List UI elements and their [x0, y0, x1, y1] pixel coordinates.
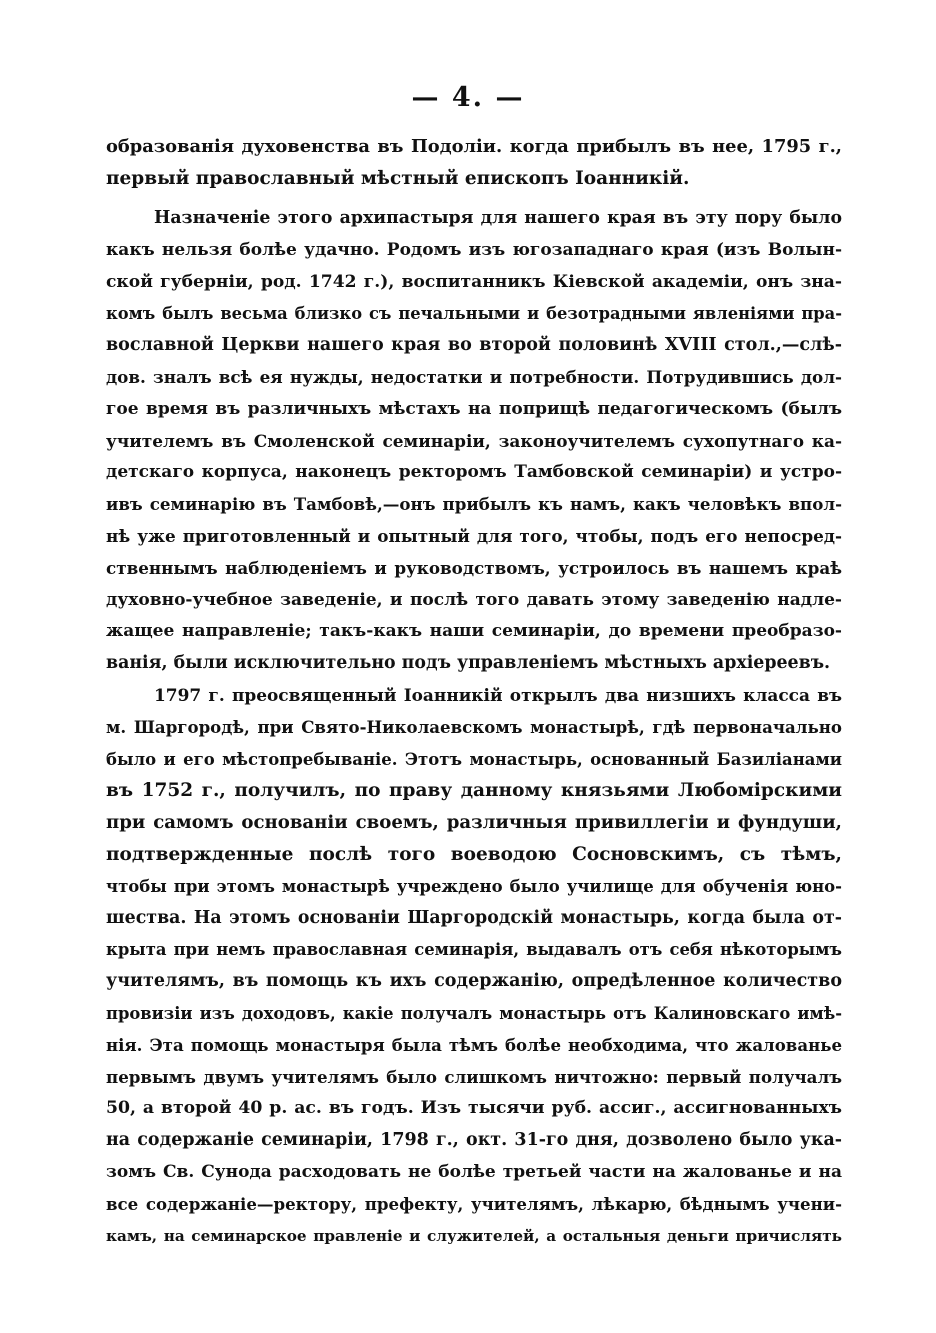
- text-line: вославной Церкви нашего края во второй половинѣ XVIII стол.,—слѣ-: [106, 335, 842, 356]
- text-line: образованія духовенства въ Подоліи. когда прибылъ въ нее, 1795 г.,: [106, 136, 842, 157]
- text-line: нѣ уже приготовленный и опытный для того, чтобы, подъ его непосред-: [106, 525, 842, 546]
- text-line: духовно-учебное заведеніе, и послѣ того давать этому заведенію надле-: [106, 589, 842, 610]
- text-line: въ 1752 г., получилъ, по праву данному князьями Любомірскими: [106, 780, 842, 802]
- text-line: м. Шаргородѣ, при Свято-Николаевскомъ монастырѣ, гдѣ первоначально: [106, 716, 842, 737]
- paragraph-1: [106, 131, 842, 195]
- text-line: учителемъ въ Смоленской семинаріи, законоучителемъ сухопутнаго ка-: [106, 430, 842, 451]
- text-line: камъ, на семинарское правленіе и служителей, а остальныя деньги причислять: [106, 1226, 842, 1245]
- text-line: на содержаніе семинаріи, 1798 г., окт. 31-го дня, дозволено было ука-: [106, 1130, 842, 1151]
- text-line: жащее направленіе; такъ-какъ наши семинаріи, до времени преобразо-: [106, 621, 842, 642]
- text-line: при самомъ основаніи своемъ, различныя привиллегіи и фундуши,: [106, 812, 842, 834]
- text-line: зомъ Св. Сунода расходовать не болѣе третьей части на жалованье и на: [106, 1161, 842, 1182]
- text-line: шества. На этомъ основаніи Шаргородскій монастырь, когда была от-: [106, 907, 842, 928]
- text-line: какъ нельзя болѣе удачно. Родомъ изъ югозападнаго края (изъ Волын-: [106, 239, 842, 260]
- text-line: ванія, были исключительно подъ управленіемъ мѣстныхъ архіереевъ.: [106, 653, 831, 674]
- text-line: дов. зналъ всѣ ея нужды, недостатки и потребности. Потрудившись дол-: [106, 366, 842, 387]
- page-number: — 4. —: [411, 82, 525, 113]
- text-line: крыта при немъ православная семинарія, выдавалъ отъ себя нѣкоторымъ: [106, 940, 842, 960]
- paragraph-2: [106, 203, 842, 680]
- text-line: нія. Эта помощь монастыря была тѣмъ болѣе необходима, что жалованье: [106, 1034, 842, 1055]
- text-line: ской губерніи, род. 1742 г.), воспитанникъ Кіевской академіи, онъ зна-: [106, 271, 842, 292]
- text-line: подтвержденные послѣ того воеводою Сосновскимъ, съ тѣмъ,: [106, 843, 842, 865]
- text-line: 50, а второй 40 р. ас. въ годъ. Изъ тысячи руб. ассиг., ассигнованныхъ: [106, 1098, 842, 1119]
- text-line: было и его мѣстопребываніе. Этотъ монастырь, основанный Базиліанами: [106, 749, 842, 769]
- text-line: комъ былъ весьма близко съ печальными и безотрадными явленіями пра-: [106, 304, 842, 324]
- text-line: провизіи изъ доходовъ, какіе получалъ монастырь отъ Калиновскаго имѣ-: [106, 1003, 842, 1023]
- text-line: 1797 г. преосвященный Іоанникій открылъ два низшихъ класса въ: [154, 685, 842, 705]
- text-line: первымъ двумъ учителямъ было слишкомъ ничтожно: первый получалъ: [106, 1066, 842, 1087]
- text-line: ственнымъ наблюденіемъ и руководствомъ, устроилось въ нашемъ краѣ: [106, 557, 842, 578]
- paragraph-3: [106, 680, 842, 1252]
- text-line: Назначеніе этого архипастыря для нашего края въ эту пору было: [154, 208, 842, 228]
- text-line: ивъ семинарію въ Тамбовѣ,—онъ прибылъ къ намъ, какъ человѣкъ впол-: [106, 494, 842, 515]
- text-line: гое время въ различныхъ мѣстахъ на поприщѣ педагогическомъ (былъ: [106, 398, 842, 419]
- text-line: учителямъ, въ помощь къ ихъ содержанію, опредѣленное количество: [106, 971, 842, 992]
- text-line: первый православный мѣстный епископъ Іоанникій.: [106, 167, 690, 189]
- text-line: чтобы при этомъ монастырѣ учреждено было училище для обученія юно-: [106, 876, 842, 896]
- text-line: детскаго корпуса, наконецъ ректоромъ Тамбовской семинаріи) и устро-: [106, 462, 842, 483]
- text-line: все содержаніе—ректору, префекту, учителямъ, лѣкарю, бѣднымъ учени-: [106, 1193, 842, 1214]
